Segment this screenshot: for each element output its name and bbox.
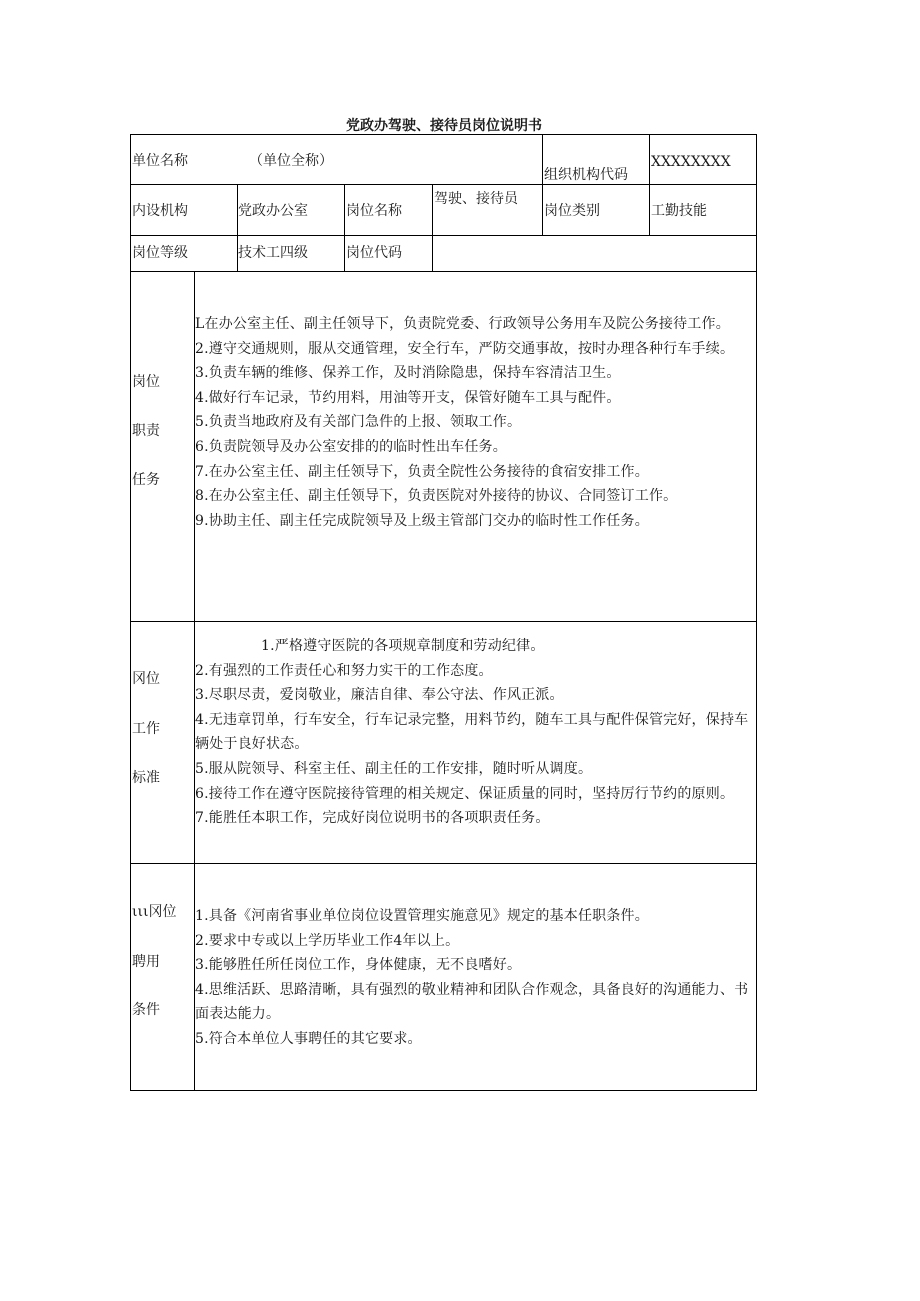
col-divider xyxy=(542,135,543,235)
condition-item: 4.思维活跃、思路清晰，具有强烈的敬业精神和团队合作观念，具备良好的沟通能力、书面表达能力。 xyxy=(195,981,749,1023)
unit-name-label: 单位名称 xyxy=(132,153,188,169)
org-code-label: 组织机构代码 xyxy=(544,167,628,183)
duty-item: 4.做好行车记录，节约用料，用油等开支，保管好随车工具与配件。 xyxy=(195,389,621,406)
duties-label-line-3: 任务 xyxy=(132,472,160,488)
standard-item: 6.接待工作在遵守医院接待管理的相关规定、保证质量的同时，坚持厉行节约的原则。 xyxy=(195,785,735,802)
row-divider xyxy=(131,235,756,236)
duty-item: 6.负责院领导及办公室安排的的临时性出车任务。 xyxy=(195,438,507,455)
row-divider xyxy=(131,863,756,864)
standard-item: 5.服从院领导、科室主任、副主任的工作安排，随时听从调度。 xyxy=(195,760,593,777)
duties-label-line-2: 职责 xyxy=(132,423,160,439)
duty-item: L在办公室主任、副主任领导下，负责院党委、行政领导公务用车及院公务接待工作。 xyxy=(195,316,730,332)
job-description-table xyxy=(130,134,757,1091)
post-type-label: 岗位类别 xyxy=(544,203,600,219)
post-code-label: 岗位代码 xyxy=(346,245,402,261)
standards-list xyxy=(195,634,755,831)
standard-item: 4.无违章罚单，行车安全，行车记录完整，用料节约，随车工具与配件保管完好，保持车辆处于良好状态。 xyxy=(195,711,749,753)
dept-value: 党政办公室 xyxy=(238,203,308,219)
unit-name-value: （单位全称） xyxy=(249,153,333,169)
col-divider xyxy=(344,184,345,271)
post-name-value: 驾驶、接待员 xyxy=(434,191,518,207)
document-title: 党政办驾驶、接待员岗位说明书 xyxy=(346,118,542,134)
post-grade-label: 岗位等级 xyxy=(132,245,188,261)
condition-item: 3.能够胜任所任岗位工作，身体健康，无不良嗜好。 xyxy=(195,957,522,974)
conditions-label-line-1: ιιι冈位 xyxy=(132,904,177,920)
standards-label-line-3: 标准 xyxy=(132,770,160,786)
row-divider xyxy=(131,621,756,622)
post-grade-value: 技术工四级 xyxy=(238,245,308,261)
duty-item: 3.负责车辆的维修、保养工作，及时消除隐患，保持车容清洁卫生。 xyxy=(195,365,621,382)
col-divider xyxy=(649,135,650,235)
row-divider xyxy=(131,271,756,272)
condition-item: 1.具备《河南省事业单位岗位设置管理实施意见》规定的基本任职条件。 xyxy=(195,908,649,924)
conditions-label-line-2: 聘用 xyxy=(132,954,160,970)
duties-label-line-1: 岗位 xyxy=(132,374,160,390)
duty-item: 9.协助主任、副主任完成院领导及上级主管部门交办的临时性工作任务。 xyxy=(195,512,649,529)
duty-item: 7.在办公室主任、副主任领导下，负责全院性公务接待的食宿安排工作。 xyxy=(195,463,649,480)
duty-item: 8.在办公室主任、副主任领导下，负责医院对外接待的协议、合同签订工作。 xyxy=(195,488,678,505)
conditions-label-line-3: 条件 xyxy=(132,1002,160,1018)
standards-label-line-1: 冈位 xyxy=(132,671,160,687)
dept-label: 内设机构 xyxy=(132,203,188,219)
duty-item: 2.遵守交通规则，服从交通管理，安全行车，严防交通事故，按时办理各种行车手续。 xyxy=(195,340,735,357)
standards-label-line-2: 工作 xyxy=(132,721,160,737)
standard-item: 2.有强烈的工作责任心和努力实干的工作态度。 xyxy=(195,662,493,679)
org-code-value: XXXXXXXX xyxy=(651,154,731,170)
col-divider xyxy=(432,184,433,271)
standard-item: 7.能胜任本职工作，完成好岗位说明书的各项职责任务。 xyxy=(195,810,550,827)
condition-item: 2.要求中专或以上学历毕业工作4年以上。 xyxy=(195,932,460,949)
duty-item: 5.负责当地政府及有关部门急件的上报、领取工作。 xyxy=(195,414,522,431)
duties-list xyxy=(195,312,755,533)
standard-item: 1.严格遵守医院的各项规章制度和劳动纪律。 xyxy=(261,638,545,654)
post-name-label: 岗位名称 xyxy=(346,203,402,219)
standard-item: 3.尽职尽责，爱岗敬业，廉洁自律、奉公守法、作风正派。 xyxy=(195,687,564,704)
post-type-value: 工勤技能 xyxy=(651,203,707,219)
condition-item: 5.符合本单位人事聘任的其它要求。 xyxy=(195,1030,422,1047)
conditions-list xyxy=(195,904,755,1052)
row-divider xyxy=(131,184,756,185)
